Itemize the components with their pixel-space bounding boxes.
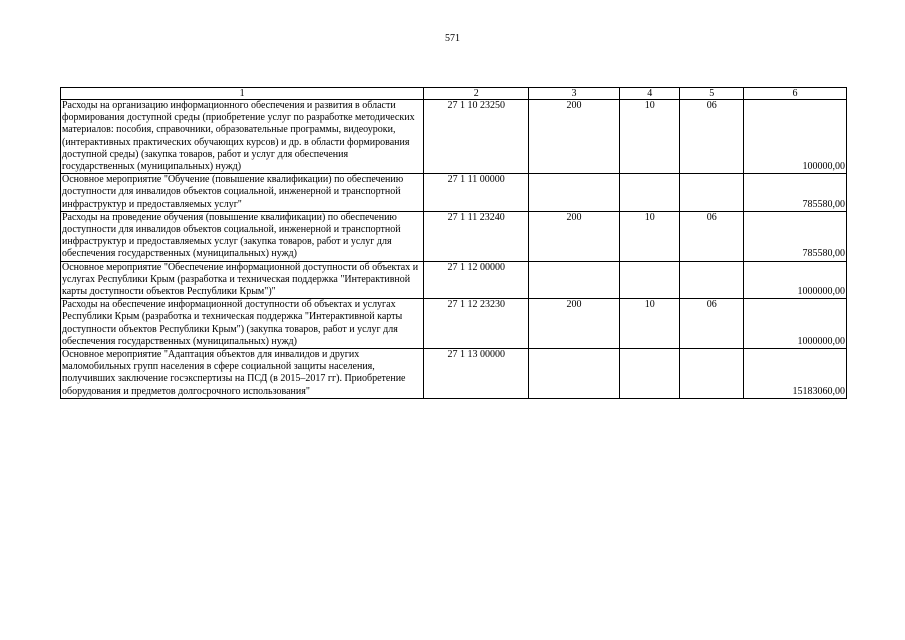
row-col3 xyxy=(529,349,620,399)
row-col4 xyxy=(619,261,680,299)
row-name: Основное мероприятие "Обучение (повышение квалификации) по обеспечению доступности для инвалидов объектов социальной, инженерной и транспортной инфраструктур и предоставляемых услуг" xyxy=(61,174,424,212)
row-col5: 06 xyxy=(680,211,744,261)
header-cell-3: 3 xyxy=(529,88,620,100)
header-cell-1: 1 xyxy=(61,88,424,100)
row-code: 27 1 13 00000 xyxy=(424,349,529,399)
row-amount: 1000000,00 xyxy=(744,299,847,349)
row-col3: 200 xyxy=(529,299,620,349)
row-code: 27 1 11 23240 xyxy=(424,211,529,261)
row-name: Расходы на проведение обучения (повышение квалификации) по обеспечению доступности для инвалидов объектов социальной, инженерной и транспортной инфраструктур и предоставляемых услуг (закупка товаров, работ и услуг для обеспечения государственных (муниципальных) нужд) xyxy=(61,211,424,261)
row-col4 xyxy=(619,349,680,399)
row-col5: 06 xyxy=(680,100,744,174)
row-col5: 06 xyxy=(680,299,744,349)
row-code: 27 1 11 00000 xyxy=(424,174,529,212)
row-amount: 1000000,00 xyxy=(744,261,847,299)
row-col5 xyxy=(680,174,744,212)
row-amount: 15183060,00 xyxy=(744,349,847,399)
row-amount: 785580,00 xyxy=(744,174,847,212)
row-col3 xyxy=(529,261,620,299)
row-name: Расходы на обеспечение информационной доступности об объектах и услугах Республики Крым (разработка и техническая поддержка "Интерактивной карты доступности объектов Республики Крым") (закупка товаров, работ и услуг для обеспечения государственных (муниципальных) нужд) xyxy=(61,299,424,349)
row-col5 xyxy=(680,261,744,299)
header-cell-6: 6 xyxy=(744,88,847,100)
table-row xyxy=(61,299,847,349)
header-cell-4: 4 xyxy=(619,88,680,100)
row-col4: 10 xyxy=(619,211,680,261)
table-row xyxy=(61,174,847,212)
row-name: Расходы на организацию информационного обеспечения и развития в области формирования доступной среды (приобретение услуг по разработке методических материалов: пособия, справочники, образовательные программы, видеоуроки, (интерактивных практических обучающих курсов) и др. в области формирования доступной среды) (закупка товаров, работ и услуг для обеспечения государственных (муниципальных) нужд) xyxy=(61,100,424,174)
header-cell-5: 5 xyxy=(680,88,744,100)
row-col4: 10 xyxy=(619,299,680,349)
row-code: 27 1 12 23230 xyxy=(424,299,529,349)
table-row xyxy=(61,100,847,174)
row-code: 27 1 12 00000 xyxy=(424,261,529,299)
row-code: 27 1 10 23250 xyxy=(424,100,529,174)
row-col4 xyxy=(619,174,680,212)
budget-table xyxy=(60,87,847,399)
row-col3: 200 xyxy=(529,100,620,174)
table-row xyxy=(61,211,847,261)
header-row xyxy=(61,88,847,100)
table-row xyxy=(61,349,847,399)
table-row xyxy=(61,261,847,299)
row-col3: 200 xyxy=(529,211,620,261)
row-name: Основное мероприятие "Адаптация объектов для инвалидов и других маломобильных групп населения в сфере социальной защиты населения, получивших заключение госэкспертизы на ПСД (в 2015–2017 гг). Приобретение оборудования и предметов долгосрочного использования" xyxy=(61,349,424,399)
row-col4: 10 xyxy=(619,100,680,174)
header-cell-2: 2 xyxy=(424,88,529,100)
row-name: Основное мероприятие "Обеспечение информационной доступности об объектах и услугах Республики Крым (разработка и техническая поддержка "Интерактивной карты доступности объектов Республики Крым")" xyxy=(61,261,424,299)
row-col5 xyxy=(680,349,744,399)
row-col3 xyxy=(529,174,620,212)
row-amount: 785580,00 xyxy=(744,211,847,261)
row-amount: 100000,00 xyxy=(744,100,847,174)
page-number: 571 xyxy=(445,33,460,44)
